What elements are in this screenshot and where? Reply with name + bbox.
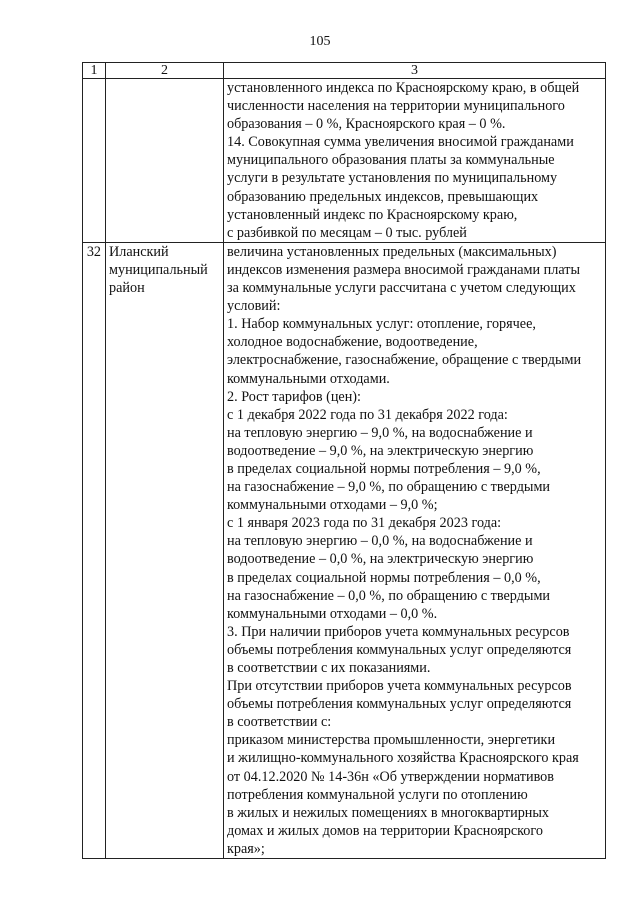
text-line: 2. Рост тарифов (цен): — [227, 388, 361, 405]
text-line: коммунальными отходами – 0,0 %. — [227, 605, 438, 622]
text-line: муниципального образования платы за коммунальные — [227, 152, 555, 169]
text-line: водоотведение – 9,0 %, на электрическую энергию — [227, 442, 534, 459]
text-line: индексов изменения размера вносимой гражданами платы — [227, 261, 581, 278]
data-table — [82, 62, 606, 859]
conditions-cell — [224, 79, 606, 243]
text-line: в жилых и нежилых помещениях в многоквартирных — [227, 804, 550, 821]
text-line: домах и жилых домов на территории Красноярского — [227, 822, 543, 839]
text-line: от 04.12.2020 № 14-36н «Об утверждении нормативов — [227, 768, 554, 785]
text-line: за коммунальные услуги рассчитана с учетом следующих — [227, 280, 576, 297]
text-line: условий: — [227, 298, 281, 315]
text-line: объемы потребления коммунальных услуг определяются — [227, 641, 572, 658]
text-line: в соответствии с: — [227, 714, 332, 731]
text-line: При отсутствии приборов учета коммунальных ресурсов — [227, 678, 572, 695]
table-header-row — [83, 63, 606, 79]
text-line: с 1 декабря 2022 года по 31 декабря 2022 года: — [227, 406, 508, 423]
text-line: в соответствии с их показаниями. — [227, 660, 431, 676]
text-line: приказом министерства промышленности, энергетики — [227, 732, 556, 749]
text-line: на газоснабжение – 0,0 %, по обращению с твердыми — [227, 587, 551, 604]
row-number-cell: 32 — [83, 242, 106, 858]
text-line: 3. При наличии приборов учета коммунальных ресурсов — [227, 623, 570, 640]
text-line: услуги в результате установления по муниципальному — [227, 170, 558, 187]
municipality-name-line: Иланский — [109, 243, 169, 260]
text-line: в пределах социальной нормы потребления – 9,0 %, — [227, 460, 541, 477]
text-line: установленного индекса по Красноярскому краю, в общей — [227, 80, 580, 96]
text-line: 14. Совокупная сумма увеличения вносимой гражданами — [227, 134, 574, 151]
text-line: холодное водоснабжение, водоотведение, — [227, 334, 478, 351]
municipality-cell — [106, 242, 224, 858]
row-number-cell — [83, 79, 106, 243]
table-row-32 — [83, 242, 606, 858]
municipality-cell — [106, 79, 224, 243]
text-line: на газоснабжение – 9,0 %, по обращению с твердыми — [227, 479, 551, 496]
text-line: коммунальными отходами. — [227, 370, 390, 387]
header-col-1: 1 — [83, 63, 106, 79]
header-col-2: 2 — [106, 63, 224, 79]
text-line: установленный индекс по Красноярскому краю, — [227, 206, 518, 223]
text-line: величина установленных предельных (максимальных) — [227, 243, 557, 260]
text-line: образования – 0 %, Красноярского края – 0 %. — [227, 116, 506, 133]
table-row-continuation — [83, 79, 606, 243]
text-line: и жилищно-коммунального хозяйства Красноярского края — [227, 750, 579, 767]
text-line: коммунальными отходами – 9,0 %; — [227, 497, 438, 514]
text-line: водоотведение – 0,0 %, на электрическую энергию — [227, 551, 534, 568]
conditions-cell — [224, 242, 606, 858]
text-line: 1. Набор коммунальных услуг: отопление, горячее, — [227, 316, 536, 333]
text-line: на тепловую энергию – 9,0 %, на водоснабжение и — [227, 424, 533, 441]
text-line: края»; — [227, 840, 265, 857]
text-line: в пределах социальной нормы потребления – 0,0 %, — [227, 569, 541, 586]
header-col-3: 3 — [224, 63, 606, 79]
text-line: образованию предельных индексов, превышающих — [227, 188, 539, 205]
text-line: на тепловую энергию – 0,0 %, на водоснабжение и — [227, 533, 533, 550]
text-line: с 1 января 2023 года по 31 декабря 2023 года: — [227, 515, 502, 532]
text-line: с разбивкой по месяцам – 0 тыс. рублей — [227, 224, 467, 241]
text-line: потребления коммунальной услуги по отоплению — [227, 786, 528, 803]
municipality-name-line: район — [109, 280, 145, 297]
page-number: 105 — [309, 34, 331, 49]
text-line: численности населения на территории муниципального — [227, 98, 565, 115]
text-line: объемы потребления коммунальных услуг определяются — [227, 696, 572, 713]
text-line: электроснабжение, газоснабжение, обращение с твердыми — [227, 352, 582, 369]
municipality-name-line: муниципальный — [109, 261, 208, 278]
